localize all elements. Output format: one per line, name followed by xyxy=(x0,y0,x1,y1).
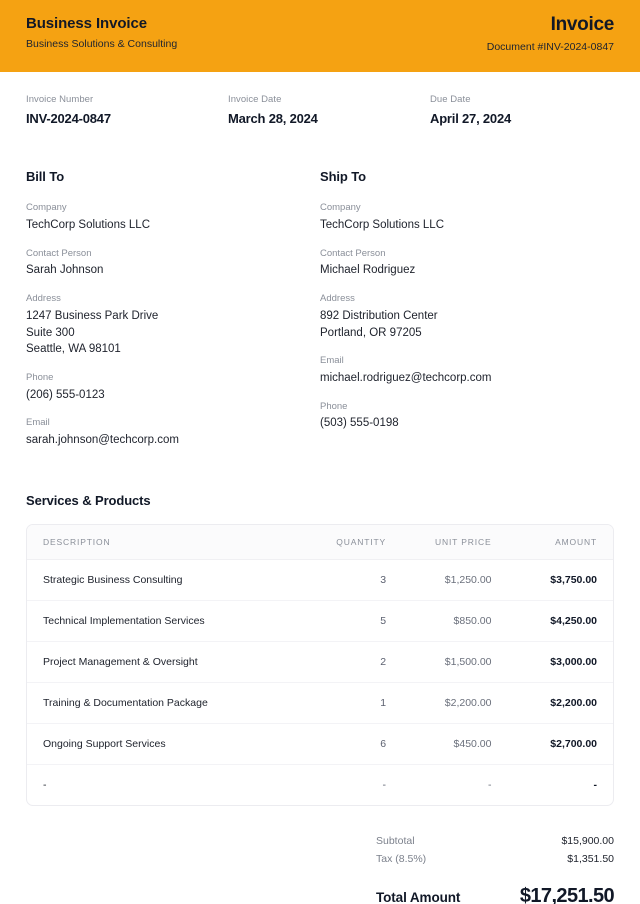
bill-to-company-label: Company xyxy=(26,202,67,214)
bill-to-block xyxy=(26,169,320,449)
bill-to-address-line-3: Seattle, WA 98101 xyxy=(26,343,121,356)
column-header-description: DESCRIPTION xyxy=(27,525,297,560)
cell-quantity: 2 xyxy=(297,641,402,682)
ship-to-address-line-1: 892 Distribution Center xyxy=(320,309,438,322)
line-items-head xyxy=(27,525,613,560)
cell-amount: - xyxy=(593,778,597,791)
brand-title: Business Invoice xyxy=(26,15,147,32)
cell-description: Technical Implementation Services xyxy=(27,600,297,641)
invoice-date-value: March 28, 2024 xyxy=(228,111,318,127)
cell-amount: $3,000.00 xyxy=(508,641,614,682)
ship-to-company-value: TechCorp Solutions LLC xyxy=(320,218,445,231)
table-row xyxy=(27,764,613,805)
subtotal-label: Subtotal xyxy=(376,834,415,847)
services-section xyxy=(0,493,640,806)
grand-total-row xyxy=(376,885,614,904)
ship-to-title: Ship To xyxy=(320,169,366,185)
cell-description: Training & Documentation Package xyxy=(27,682,297,723)
services-section-title: Services & Products xyxy=(26,492,151,508)
table-row xyxy=(27,723,613,764)
bill-to-phone-field xyxy=(26,371,320,403)
cell-quantity: 5 xyxy=(297,600,402,641)
subtotal-value: $15,900.00 xyxy=(561,834,614,847)
grand-total-value: $17,251.50 xyxy=(519,884,614,904)
cell-description: Strategic Business Consulting xyxy=(27,559,297,600)
document-title: Invoice xyxy=(550,14,614,35)
meta-invoice-date xyxy=(228,93,430,128)
ship-to-email-field xyxy=(320,354,614,386)
meta-invoice-number xyxy=(26,93,228,128)
cell-quantity: 1 xyxy=(297,682,402,723)
column-header-unit-price: UNIT PRICE xyxy=(402,525,507,560)
ship-to-address-line-2: Portland, OR 97205 xyxy=(320,326,422,339)
invoice-number-label: Invoice Number xyxy=(26,94,94,105)
ship-to-block xyxy=(320,169,614,449)
table-row xyxy=(27,559,613,600)
table-row xyxy=(27,600,613,641)
grand-total-label: Total Amount xyxy=(376,889,461,904)
ship-to-company-field xyxy=(320,201,614,233)
invoice-header xyxy=(0,0,640,72)
due-date-label: Due Date xyxy=(430,94,471,105)
cell-amount: $4,250.00 xyxy=(508,600,614,641)
cell-amount: $2,200.00 xyxy=(508,682,614,723)
due-date-value: April 27, 2024 xyxy=(430,111,512,127)
ship-to-address-field xyxy=(320,292,614,341)
line-items-card xyxy=(26,524,614,806)
cell-description: Project Management & Oversight xyxy=(27,641,297,682)
invoice-date-label: Invoice Date xyxy=(228,94,282,105)
cell-quantity: 3 xyxy=(297,559,402,600)
ship-to-address-label: Address xyxy=(320,293,355,305)
bill-to-phone-label: Phone xyxy=(26,371,54,383)
cell-description: - xyxy=(43,778,47,791)
cell-amount: $3,750.00 xyxy=(508,559,614,600)
ship-to-contact-label: Contact Person xyxy=(320,247,386,259)
cell-unit-price: $1,250.00 xyxy=(402,559,507,600)
bill-to-address-field xyxy=(26,292,320,358)
column-header-amount: AMOUNT xyxy=(508,525,614,560)
document-number: Document #INV-2024-0847 xyxy=(486,40,614,53)
cell-amount: $2,700.00 xyxy=(508,723,614,764)
bill-to-address-value xyxy=(26,308,320,358)
meta-due-date xyxy=(430,93,511,128)
cell-unit-price: $850.00 xyxy=(402,600,507,641)
ship-to-phone-field xyxy=(320,400,614,432)
brand-subtitle: Business Solutions & Consulting xyxy=(26,37,178,50)
totals-section xyxy=(0,832,640,904)
ship-to-phone-label: Phone xyxy=(320,400,348,412)
ship-to-company-label: Company xyxy=(320,202,361,214)
ship-to-email-value: michael.rodriguez@techcorp.com xyxy=(320,371,492,384)
column-header-quantity: QUANTITY xyxy=(297,525,402,560)
tax-value: $1,351.50 xyxy=(567,852,614,865)
bill-to-phone-value: (206) 555-0123 xyxy=(26,388,105,401)
bill-to-contact-value: Sarah Johnson xyxy=(26,264,104,277)
table-row xyxy=(27,641,613,682)
ship-to-email-label: Email xyxy=(320,355,344,367)
cell-unit-price: $1,500.00 xyxy=(402,641,507,682)
totals-block xyxy=(376,832,614,904)
parties-section xyxy=(0,128,640,449)
bill-to-company-field xyxy=(26,201,320,233)
cell-unit-price: $2,200.00 xyxy=(402,682,507,723)
invoice-meta-row xyxy=(0,72,640,128)
invoice-number-value: INV-2024-0847 xyxy=(26,111,111,127)
ship-to-address-value xyxy=(320,308,614,341)
ship-to-contact-value: Michael Rodriguez xyxy=(320,264,416,277)
line-items-table xyxy=(27,525,613,805)
bill-to-contact-label: Contact Person xyxy=(26,247,92,259)
bill-to-address-line-2: Suite 300 xyxy=(26,326,75,339)
line-items-body xyxy=(27,559,613,805)
cell-unit-price: $450.00 xyxy=(402,723,507,764)
bill-to-company-value: TechCorp Solutions LLC xyxy=(26,218,151,231)
bill-to-email-value: sarah.johnson@techcorp.com xyxy=(26,434,179,447)
subtotal-row xyxy=(376,832,614,850)
cell-quantity: - xyxy=(382,778,387,791)
cell-description: Ongoing Support Services xyxy=(27,723,297,764)
tax-label: Tax (8.5%) xyxy=(376,852,427,865)
bill-to-address-line-1: 1247 Business Park Drive xyxy=(26,309,159,322)
tax-row xyxy=(376,850,614,868)
header-brand-block xyxy=(26,14,177,51)
cell-quantity: 6 xyxy=(297,723,402,764)
bill-to-address-label: Address xyxy=(26,293,61,305)
cell-unit-price: - xyxy=(488,778,492,791)
table-row xyxy=(27,682,613,723)
bill-to-email-field xyxy=(26,416,320,448)
table-header-row xyxy=(27,525,613,560)
bill-to-contact-field xyxy=(26,247,320,279)
header-document-block xyxy=(487,14,614,54)
bill-to-email-label: Email xyxy=(26,417,50,429)
bill-to-title: Bill To xyxy=(26,169,65,185)
ship-to-phone-value: (503) 555-0198 xyxy=(320,417,399,430)
ship-to-contact-field xyxy=(320,247,614,279)
